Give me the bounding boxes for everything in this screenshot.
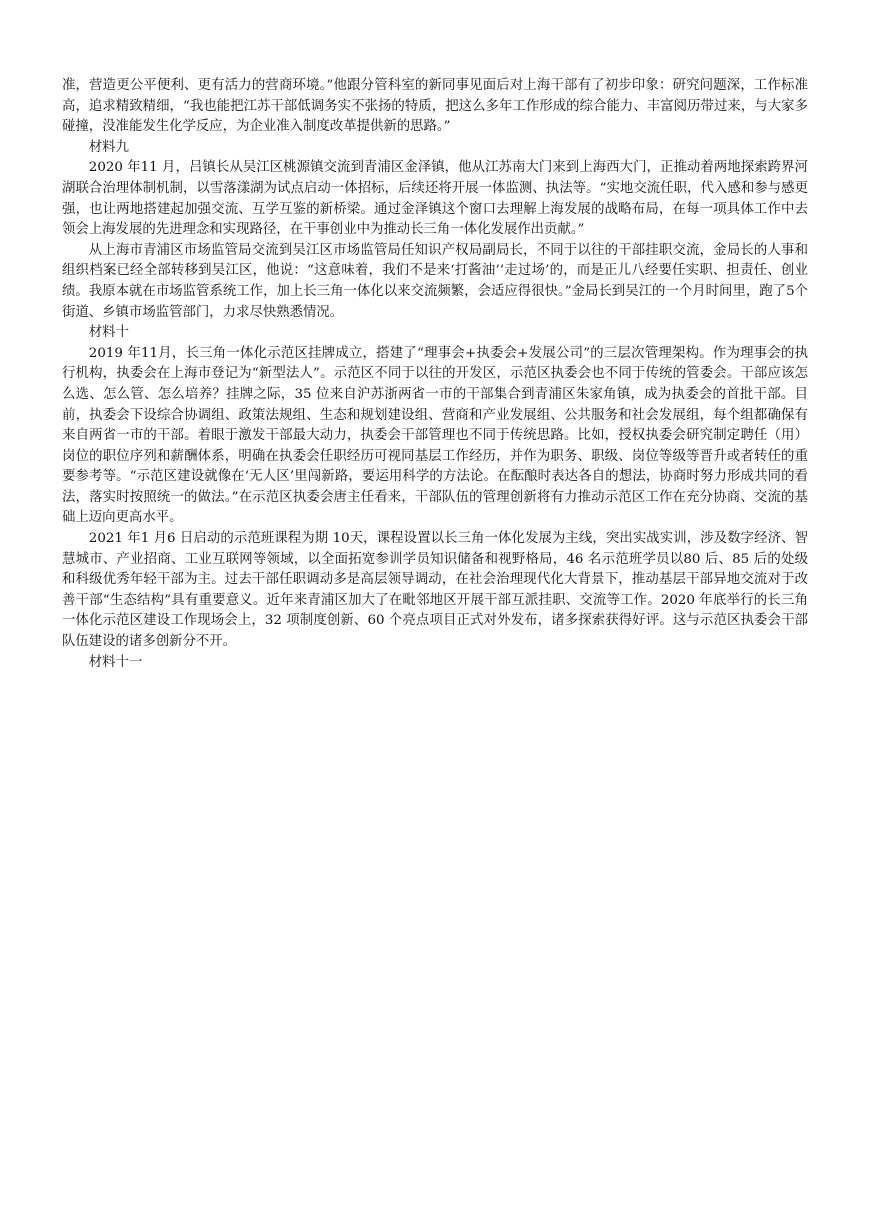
document-page — [62, 76, 808, 673]
paragraph-material-9-b: 从上海市青浦区市场监管局交流到吴江区市场监管局任知识产权局副局长，不同于以往的干部挂职交流，金局长的人事和组织档案已经全部转移到吴江区，他说：“这意味着，我们不是来‘打酱油’‘走过场’的，而是正儿八经要任实职、担责任、创业绩。我原本就在市场监管系统工作，加上长三角一体化以来交流频繁，会适应得很快。”金局长到吴江的一个月时间里，跑了5个街道、乡镇市场监管部门，力求尽快熟悉情况。 — [62, 242, 808, 320]
material-heading-9: 材料九 — [88, 139, 129, 155]
paragraph-continued: 准，营造更公平便利、更有活力的营商环境。”他跟分管科室的新同事见面后对上海干部有了初步印象：研究问题深，工作标准高，追求精致精细，“我也能把江苏干部低调务实不张扬的特质，把这么多年工作形成的综合能力、丰富阅历带过来，与大家多碰撞，没准能发生化学反应，为企业准入制度改革提供新的思路。” — [62, 78, 808, 135]
paragraph-material-10-b: 2021 年1 月6 日启动的示范班课程为期 10天，课程设置以长三角一体化发展为主线，突出实战实训，涉及数字经济、智慧城市、产业招商、工业互联网等领域，以全面拓宽参训学员知识储备和视野格局，46 名示范班学员以80 后、85 后的处级和科级优秀年轻干部为主。过去干部任职调动多是高层领导调动，在社会治理现代化大背景下，推动基层干部异地交流对于改善干部“生态结构”具有重要意义。近年来青浦区加大了在毗邻地区开展干部互派挂职、交流等工作。2020 年底举行的长三角一体化示范区建设工作现场会上，32 项制度创新、60 个亮点项目正式对外发布，诸多探索获得好评。这与示范区执委会干部队伍建设的诸多创新分不开。 — [62, 531, 808, 650]
material-heading-11: 材料十一 — [88, 654, 143, 670]
material-heading-10: 材料十 — [88, 325, 129, 341]
paragraph-material-9-a: 2020 年11 月，吕镇长从吴江区桃源镇交流到青浦区金泽镇，他从江苏南大门来到上海西大门，正推动着两地探索跨界河湖联合治理体制机制，以雪落漾湖为试点启动一体招标，后续还将开展一体监测、执法等。“实地交流任职，代入感和参与感更强，也让两地搭建起加强交流、互学互鉴的新桥梁。通过金泽镇这个窗口去理解上海发展的战略布局，在每一项具体工作中去领会上海发展的先进理念和实现路径，在干事创业中为推动长三角一体化发展作出贡献。” — [62, 160, 808, 238]
paragraph-material-10-a: 2019 年11月，长三角一体化示范区挂牌成立，搭建了“理事会+执委会+发展公司”的三层次管理架构。作为理事会的执行机构，执委会在上海市登记为“新型法人”。示范区不同于以往的开发区，示范区执委会也不同于传统的管委会。干部应该怎么选、怎么管、怎么培养？挂牌之际，35 位来自沪苏浙两省一市的干部集合到青浦区朱家角镇，成为执委会的首批干部。目前，执委会下设综合协调组、政策法规组、生态和规划建设组、营商和产业发展组、公共服务和社会发展组，每个组都确保有来自两省一市的干部。着眼于激发干部最大动力，执委会干部管理也不同于传统思路。比如，授权执委会研究制定聘任（用）岗位的职位序列和薪酬体系，明确在执委会任职经历可视同基层工作经历，并作为职务、职级、岗位等级等晋升或者转任的重要参考等。“示范区建设就像在‘无人区’里闯新路，要运用科学的方法论。在酝酿时表达各自的想法，协商时努力形成共同的看法，落实时按照统一的做法。”在示范区执委会唐主任看来，干部队伍的管理创新将有力推动示范区工作在充分协商、交流的基础上迈向更高水平。 — [62, 345, 808, 526]
